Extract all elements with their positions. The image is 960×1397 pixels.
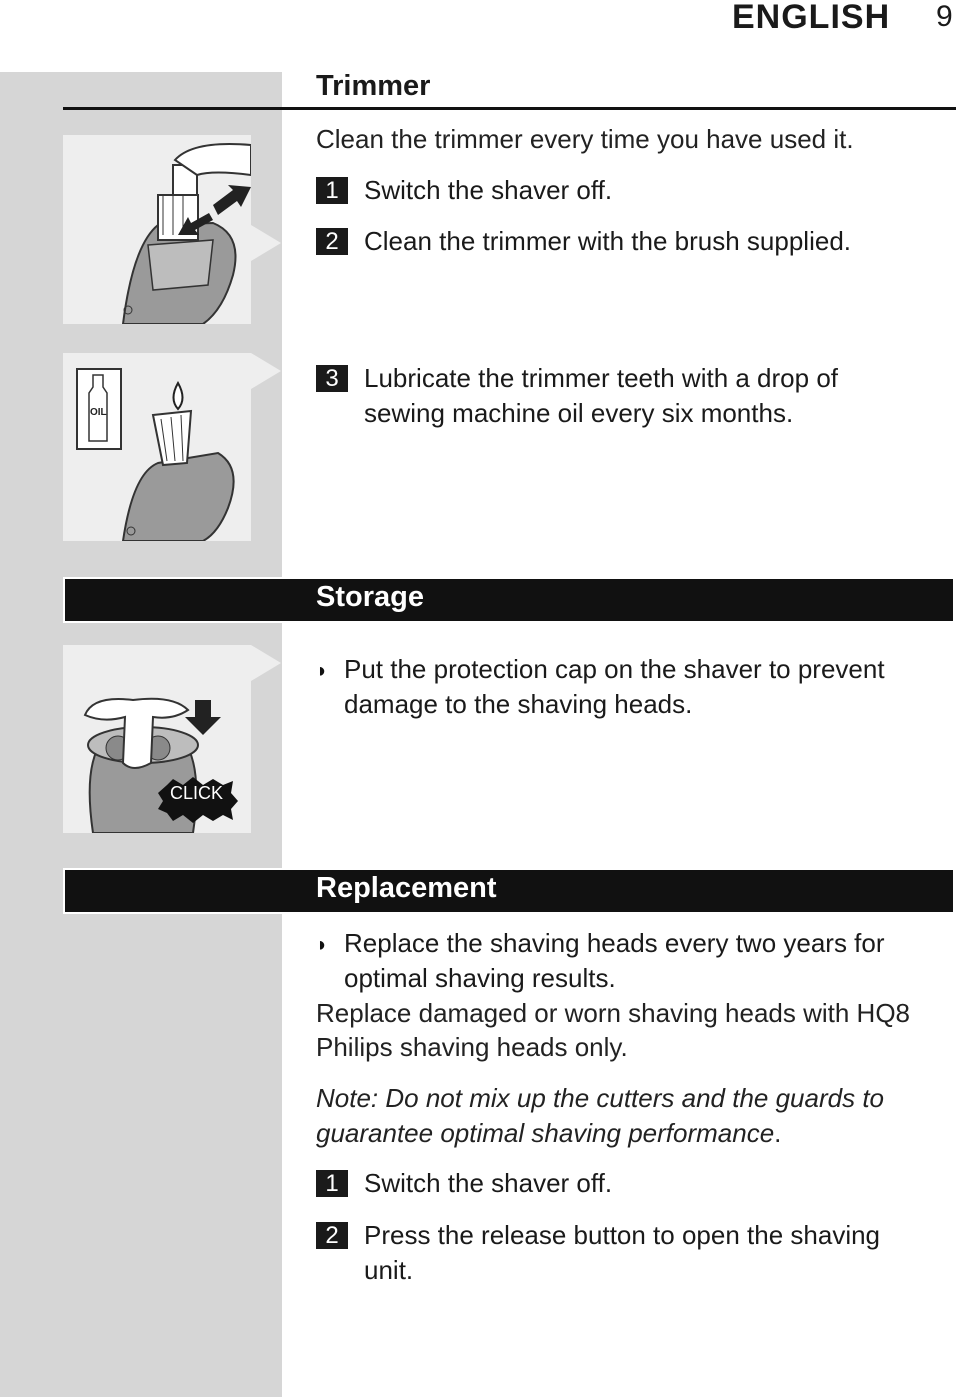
trimmer-heading: Trimmer [316,70,431,102]
bullet-marker-icon: ◗ [316,660,329,682]
step-text: Press the release button to open the shaving unit. [364,1220,881,1285]
bullet-text: Replace the shaving heads every two years for optimal shaving results. [344,928,885,993]
language-header: ENGLISH [732,0,891,36]
step-text: Switch the shaver off. [364,1168,613,1198]
trimmer-step-3 [316,361,838,431]
oil-label: OIL [90,407,107,418]
trimmer-step-2 [316,224,851,259]
step-text: Switch the shaver off. [364,175,613,205]
bullet-text: Put the protection cap on the shaver to prevent damage to the shaving heads. [344,654,885,719]
replacement-paragraph: Replace damaged or worn shaving heads with HQ8 Philips shaving heads only. [316,998,911,1062]
step-number: 2 [316,1222,348,1249]
image-pointer [251,225,281,261]
step-text: Lubricate the trimmer teeth with a drop of sewing machine oil every six months. [364,363,839,428]
replacement-step-1 [316,1166,612,1201]
image-pointer [251,353,281,389]
step-number: 2 [316,228,348,255]
click-label: CLICK [170,783,224,803]
oil-illustration [63,353,251,541]
image-pointer [251,645,281,681]
storage-heading-bar [63,577,955,623]
replacement-heading-bar [63,868,955,914]
step-number: 1 [316,177,348,204]
trimmer-step-1 [316,173,612,208]
trimmer-brush-illustration [63,135,251,324]
replacement-heading: Replacement [316,872,497,904]
storage-heading: Storage [316,581,424,613]
replacement-bullet [316,926,885,996]
page-number: 9 [936,0,953,33]
step-text: Clean the trimmer with the brush supplied. [364,226,852,256]
bullet-marker-icon: ◗ [316,934,329,956]
protection-cap-illustration [63,645,251,833]
step-number: 3 [316,365,348,392]
section-rule [63,107,956,110]
step-number: 1 [316,1170,348,1197]
storage-bullet [316,652,885,722]
replacement-note: Note: Do not mix up the cutters and the guards to guarantee optimal shaving performance. [316,1083,885,1148]
replacement-step-2 [316,1218,880,1288]
trimmer-intro: Clean the trimmer every time you have used it. [316,124,854,154]
